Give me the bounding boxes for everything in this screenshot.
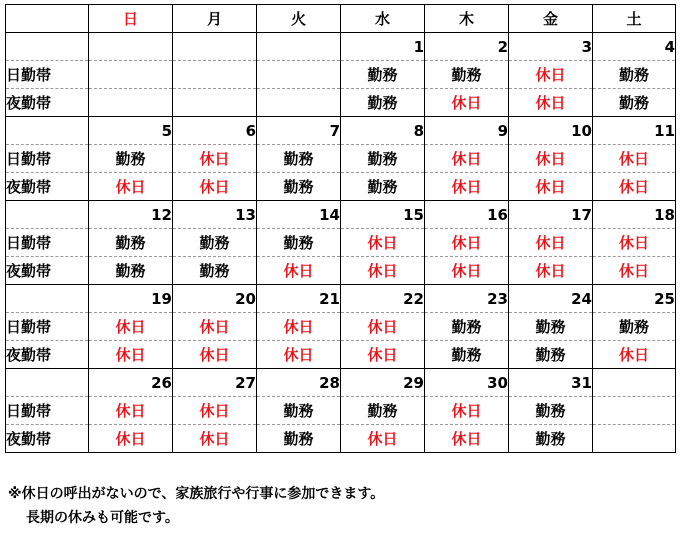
night-shift-label: 夜勤帯 [6, 257, 89, 285]
date-cell [593, 369, 676, 397]
holiday-cell: 休日 [257, 341, 341, 369]
weekday-header: 水 [341, 5, 425, 33]
date-cell: 16 [425, 201, 509, 229]
holiday-cell: 休日 [89, 313, 173, 341]
date-cell: 12 [89, 201, 173, 229]
day-shift-label: 日勤帯 [6, 313, 89, 341]
workday-cell: 勤務 [341, 145, 425, 173]
date-cell [89, 33, 173, 61]
date-cell: 20 [173, 285, 257, 313]
holiday-cell: 休日 [593, 173, 676, 201]
date-cell: 27 [173, 369, 257, 397]
holiday-cell: 休日 [257, 313, 341, 341]
holiday-cell: 休日 [509, 89, 593, 117]
night-shift-label: 夜勤帯 [6, 173, 89, 201]
workday-cell: 勤務 [341, 173, 425, 201]
workday-cell [257, 89, 341, 117]
night-shift-row [6, 173, 676, 201]
holiday-cell: 休日 [341, 341, 425, 369]
date-cell: 6 [173, 117, 257, 145]
night-shift-row [6, 257, 676, 285]
date-row [6, 33, 676, 61]
date-row-label-cell [6, 33, 89, 61]
workday-cell: 勤務 [341, 89, 425, 117]
weekday-header: 火 [257, 5, 341, 33]
workday-cell: 勤務 [89, 145, 173, 173]
holiday-cell: 休日 [341, 313, 425, 341]
night-shift-row [6, 425, 676, 453]
workday-cell [89, 89, 173, 117]
holiday-cell: 休日 [89, 341, 173, 369]
workday-cell: 勤務 [509, 425, 593, 453]
night-shift-row [6, 341, 676, 369]
weekday-header: 土 [593, 5, 676, 33]
workday-cell: 勤務 [173, 257, 257, 285]
holiday-cell: 休日 [425, 145, 509, 173]
workday-cell: 勤務 [509, 397, 593, 425]
workday-cell: 勤務 [89, 257, 173, 285]
workday-cell: 勤務 [257, 173, 341, 201]
date-cell: 1 [341, 33, 425, 61]
day-shift-label: 日勤帯 [6, 397, 89, 425]
date-row [6, 369, 676, 397]
date-cell: 29 [341, 369, 425, 397]
date-cell: 23 [425, 285, 509, 313]
workday-cell: 勤務 [257, 145, 341, 173]
date-cell: 19 [89, 285, 173, 313]
holiday-cell: 休日 [341, 257, 425, 285]
holiday-cell: 休日 [173, 173, 257, 201]
workday-cell: 勤務 [257, 229, 341, 257]
holiday-cell: 休日 [173, 425, 257, 453]
holiday-cell: 休日 [173, 341, 257, 369]
workday-cell [173, 61, 257, 89]
day-shift-label: 日勤帯 [6, 145, 89, 173]
date-row [6, 117, 676, 145]
workday-cell [173, 89, 257, 117]
workday-cell: 勤務 [593, 61, 676, 89]
date-cell: 25 [593, 285, 676, 313]
date-cell: 22 [341, 285, 425, 313]
holiday-cell: 休日 [257, 257, 341, 285]
holiday-cell: 休日 [593, 145, 676, 173]
date-cell [173, 33, 257, 61]
date-cell: 21 [257, 285, 341, 313]
holiday-cell: 休日 [341, 425, 425, 453]
date-cell: 2 [425, 33, 509, 61]
workday-cell: 勤務 [173, 229, 257, 257]
weekday-header: 月 [173, 5, 257, 33]
workday-cell: 勤務 [257, 425, 341, 453]
night-shift-row [6, 89, 676, 117]
date-row [6, 285, 676, 313]
holiday-cell: 休日 [509, 257, 593, 285]
holiday-cell: 休日 [425, 397, 509, 425]
date-cell: 10 [509, 117, 593, 145]
holiday-cell: 休日 [173, 313, 257, 341]
workday-cell: 勤務 [509, 341, 593, 369]
holiday-cell: 休日 [593, 257, 676, 285]
header-corner-cell [6, 5, 89, 33]
holiday-cell: 休日 [425, 257, 509, 285]
holiday-cell: 休日 [509, 229, 593, 257]
date-cell: 17 [509, 201, 593, 229]
day-shift-row [6, 61, 676, 89]
workday-cell [89, 61, 173, 89]
date-cell: 26 [89, 369, 173, 397]
date-cell: 18 [593, 201, 676, 229]
date-row-label-cell [6, 369, 89, 397]
weekday-header-row [6, 5, 676, 33]
date-cell: 31 [509, 369, 593, 397]
workday-cell: 勤務 [509, 313, 593, 341]
date-cell: 11 [593, 117, 676, 145]
date-cell: 28 [257, 369, 341, 397]
night-shift-label: 夜勤帯 [6, 425, 89, 453]
calendar-body [6, 5, 676, 453]
date-cell: 7 [257, 117, 341, 145]
workday-cell: 勤務 [593, 313, 676, 341]
workday-cell: 勤務 [425, 61, 509, 89]
date-cell: 14 [257, 201, 341, 229]
holiday-cell: 休日 [89, 425, 173, 453]
date-cell: 13 [173, 201, 257, 229]
date-cell: 9 [425, 117, 509, 145]
workday-cell [257, 61, 341, 89]
day-shift-label: 日勤帯 [6, 61, 89, 89]
note-line-1: ※休日の呼出がないので、家族旅行や行事に参加できます。 [8, 486, 385, 502]
holiday-cell: 休日 [173, 397, 257, 425]
day-shift-row [6, 229, 676, 257]
holiday-cell: 休日 [89, 397, 173, 425]
workday-cell: 勤務 [341, 61, 425, 89]
date-cell: 5 [89, 117, 173, 145]
date-row-label-cell [6, 201, 89, 229]
day-shift-row [6, 313, 676, 341]
workday-cell [593, 425, 676, 453]
holiday-cell: 休日 [173, 145, 257, 173]
holiday-cell: 休日 [593, 229, 676, 257]
holiday-cell: 休日 [425, 89, 509, 117]
date-cell: 24 [509, 285, 593, 313]
shift-calendar-table [5, 4, 676, 453]
date-cell: 15 [341, 201, 425, 229]
date-row [6, 201, 676, 229]
holiday-cell: 休日 [509, 173, 593, 201]
night-shift-label: 夜勤帯 [6, 341, 89, 369]
workday-cell: 勤務 [425, 313, 509, 341]
holiday-cell: 休日 [509, 61, 593, 89]
date-row-label-cell [6, 285, 89, 313]
workday-cell: 勤務 [257, 397, 341, 425]
night-shift-label: 夜勤帯 [6, 89, 89, 117]
weekday-header: 木 [425, 5, 509, 33]
day-shift-row [6, 145, 676, 173]
workday-cell: 勤務 [425, 341, 509, 369]
holiday-cell: 休日 [341, 229, 425, 257]
workday-cell [593, 397, 676, 425]
date-row-label-cell [6, 117, 89, 145]
workday-cell: 勤務 [89, 229, 173, 257]
day-shift-label: 日勤帯 [6, 229, 89, 257]
workday-cell: 勤務 [593, 89, 676, 117]
holiday-cell: 休日 [89, 173, 173, 201]
holiday-cell: 休日 [425, 229, 509, 257]
date-cell: 30 [425, 369, 509, 397]
weekday-header: 日 [89, 5, 173, 33]
date-cell: 8 [341, 117, 425, 145]
holiday-cell: 休日 [425, 173, 509, 201]
weekday-header: 金 [509, 5, 593, 33]
holiday-cell: 休日 [425, 425, 509, 453]
notes [8, 482, 384, 530]
date-cell: 3 [509, 33, 593, 61]
day-shift-row [6, 397, 676, 425]
workday-cell: 勤務 [341, 397, 425, 425]
note-line-2: 長期の休みも可能です。 [26, 510, 179, 526]
holiday-cell: 休日 [509, 145, 593, 173]
date-cell: 4 [593, 33, 676, 61]
holiday-cell: 休日 [593, 341, 676, 369]
date-cell [257, 33, 341, 61]
